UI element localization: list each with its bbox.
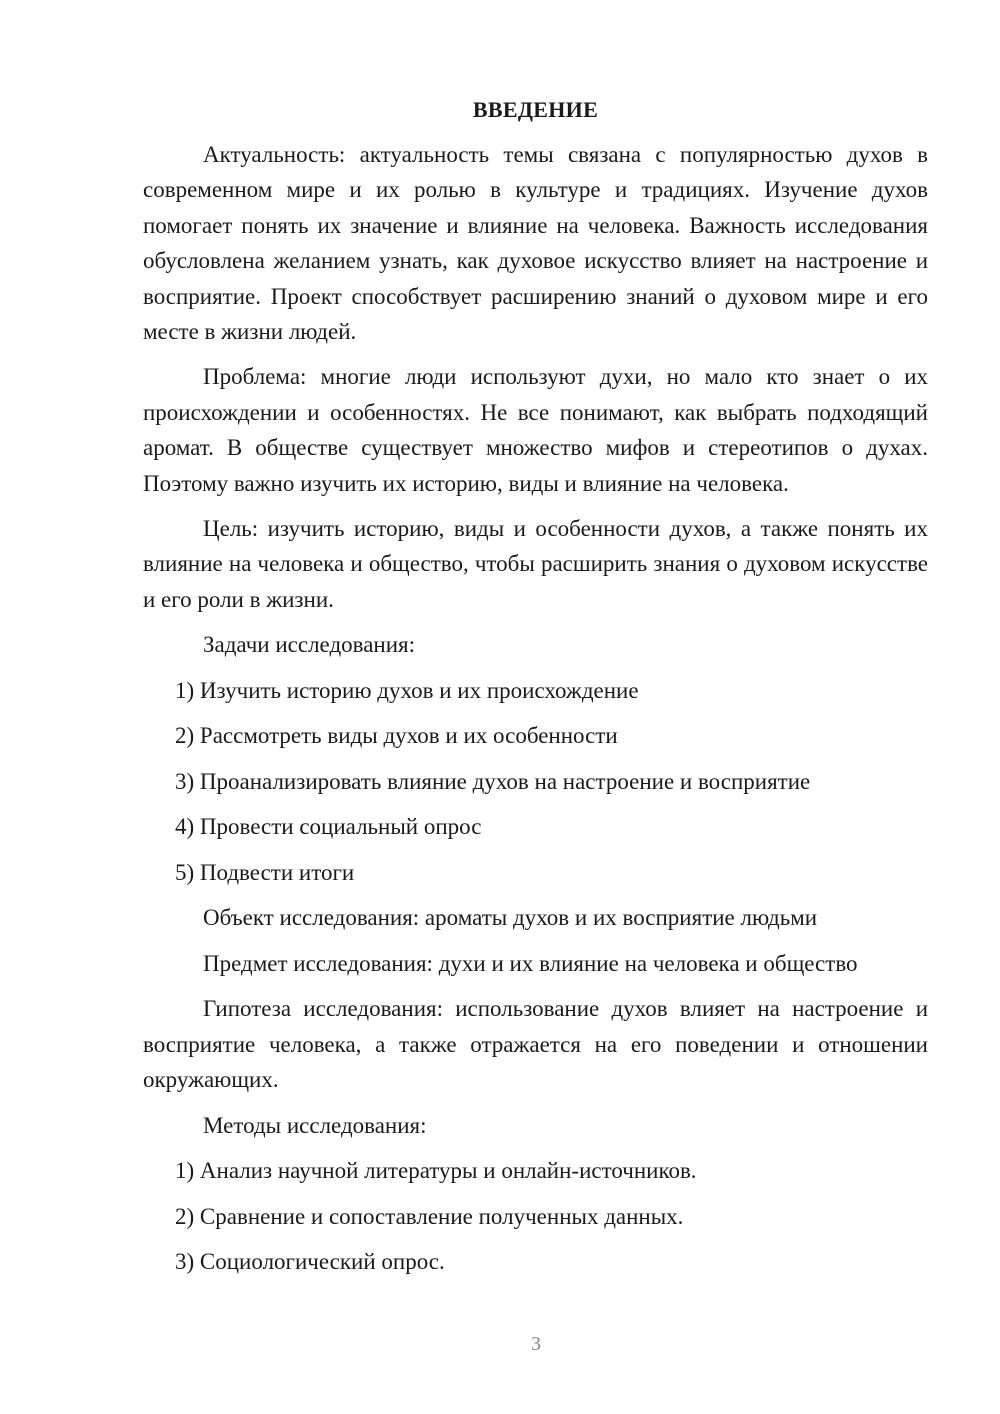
method-item: 2) Сравнение и сопоставление полученных данных. xyxy=(175,1203,684,1229)
hypothesis-paragraph: Гипотеза исследования: использование духов влияет на настроение и восприятие человека, а также отражается на его поведении и отношении окружающих. xyxy=(143,996,928,1093)
task-item: 3) Проанализировать влияние духов на настроение и восприятие xyxy=(175,768,811,794)
problem-paragraph: Проблема: многие люди используют духи, но мало кто знает о их происхождении и особенностях. Не все понимают, как выбрать подходящий аромат. В обществе существует множество мифов и стереотипов о духах. Поэтому важно изучить их историю, виды и влияние на человека. xyxy=(143,364,928,496)
research-subject: Предмет исследования: духи и их влияние на человека и общество xyxy=(203,950,858,976)
page-content xyxy=(143,95,928,1290)
task-item: 4) Провести социальный опрос xyxy=(175,814,482,840)
method-item: 1) Анализ научной литературы и онлайн-источников. xyxy=(175,1158,697,1183)
section-title: ВВЕДЕНИЕ xyxy=(472,97,599,122)
tasks-heading: Задачи исследования: xyxy=(203,632,416,658)
relevance-paragraph: Актуальность: актуальность темы связана с популярностью духов в современном мире и их ролью в культуре и традициях. Изучение духов помогает понять их значение и влияние на человека. Важность исследования обусловлена желанием узнать, как духовое искусство влияет на настроение и восприятие. Проект способствует расширению знаний о духовом мире и его месте в жизни людей. xyxy=(143,142,928,345)
goal-paragraph: Цель: изучить историю, виды и особенности духов, а также понять их влияние на человека и общество, чтобы расширить знания о духовом искусстве и его роли в жизни. xyxy=(143,516,928,612)
task-item: 1) Изучить историю духов и их происхождение xyxy=(175,677,639,703)
page-number: 3 xyxy=(531,1333,541,1355)
method-item: 3) Социологический опрос. xyxy=(175,1249,445,1274)
task-item: 2) Рассмотреть виды духов и их особенности xyxy=(175,723,618,749)
task-item: 5) Подвести итоги xyxy=(175,859,355,885)
methods-heading: Методы исследования: xyxy=(203,1112,427,1138)
research-object: Объект исследования: ароматы духов и их восприятие людьми xyxy=(203,905,818,931)
